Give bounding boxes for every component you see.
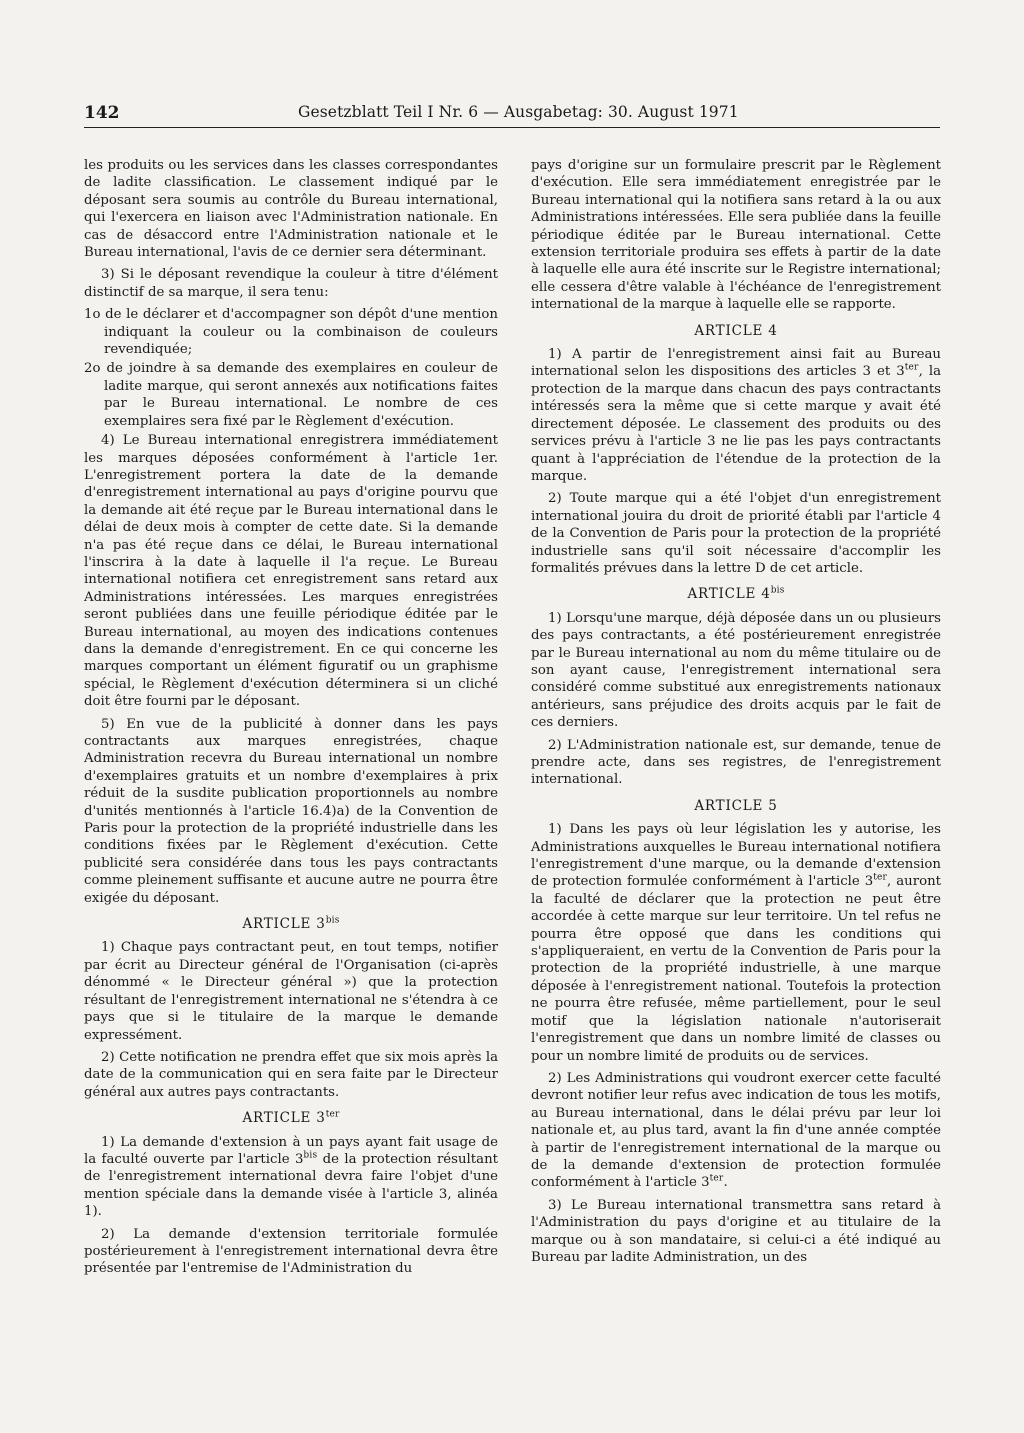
paragraph: 2) La demande d'extension territoriale formulée postérieurement à l'enregistrement international devra être présentée par l'entremise de l'Administration du	[84, 1226, 498, 1277]
paragraph: 2) L'Administration nationale est, sur demande, tenue de prendre acte, dans ses registres, de l'enregistrement international.	[531, 737, 941, 788]
article-heading: ARTICLE $3^{ter}$	[242, 1109, 340, 1127]
paragraph: 1) A partir de l'enregistrement ainsi fait au Bureau international selon les dispositions des articles 3 et $3^{ter}$, la protection de la marque dans chacun des pays contractants intéressés sera la même que si cette marque y avait été directement déposée. Le classement des produits ou des services prévu à l'article 3 ne lie pas les pays contractants quant à l'appréciation de l'étendue de la protection de la marque.	[531, 347, 941, 484]
article-heading: ARTICLE 5	[694, 797, 778, 814]
page-number: 142	[84, 103, 120, 123]
paragraph: les produits ou les services dans les classes correspondantes de ladite classification. Le classement indiqué par le déposant sera soumis au contrôle du Bureau international, qui l'exercera en liaison avec l'Administration nationale. En cas de désaccord entre l'Administration nationale et le Bureau international, l'avis de ce dernier sera déterminant.	[84, 158, 498, 261]
list-item: 2o de joindre à sa demande des exemplaires en couleur de ladite marque, qui seront annexés aux notifications faites par le Bureau international. Le nombre de ces exemplaires sera fixé par le Règlement d'exécution.	[84, 361, 498, 429]
paragraph: 3) Le Bureau international transmettra sans retard à l'Administration du pays d'origine et au titulaire de la marque ou à son mandataire, si celui-ci a été indiqué au Bureau par ladite Administration, un des	[531, 1197, 941, 1265]
article-heading: ARTICLE $3^{bis}$	[242, 915, 340, 933]
paragraph: pays d'origine sur un formulaire prescrit par le Règlement d'exécution. Elle sera immédiatement enregistrée par le Bureau international qui la notifiera sans retard à la ou aux Administrations intéressées. Elle sera publiée dans la feuille périodique éditée par le Bureau international. Cette extension territoriale produira ses effets à partir de la date à laquelle elle aura été inscrite sur le Registre international; elle cessera d'être valable à l'échéance de l'enregistrement international de la marque à laquelle elle se rapporte.	[531, 158, 941, 313]
paragraph: 1) Lorsqu'une marque, déjà déposée dans un ou plusieurs des pays contractants, a été postérieurement enregistrée par le Bureau international au nom du même titulaire ou de son ayant cause, l'enregistrement international sera considéré comme substitué aux enregistrements nationaux antérieurs, sans préjudice des droits acquis par le fait de ces derniers.	[531, 610, 941, 731]
paragraph: 3) Si le déposant revendique la couleur à titre d'élément distinctif de sa marque, il sera tenu:	[84, 267, 498, 300]
paragraph: 2) Toute marque qui a été l'objet d'un enregistrement international jouira du droit de priorité établi par l'article 4 de la Convention de Paris pour la protection de la propriété industrielle sans qu'il soit nécessaire d'accomplir les formalités prévues dans la lettre D de cet article.	[531, 491, 941, 576]
article-heading: ARTICLE $4^{bis}$	[687, 585, 785, 603]
paragraph: 1) La demande d'extension à un pays ayant fait usage de la faculté ouverte par l'article $3^{bis}$ de la protection résultant de l'enregistrement international devra faire l'objet d'une mention spéciale dans la demande visée à l'article 3, alinéa 1).	[84, 1134, 498, 1220]
list-item: 1o de le déclarer et d'accompagner son dépôt d'une mention indiquant la couleur ou la combinaison de couleurs revendiquée;	[84, 307, 498, 358]
running-title: Gesetzblatt Teil I Nr. 6 — Ausgabetag: 30. August 1971	[298, 103, 739, 121]
paragraph: 2) Les Administrations qui voudront exercer cette faculté devront notifier leur refus avec indication de tous les motifs, au Bureau international, dans le délai prévu par leur loi nationale et, au plus tard, avant la fin d'une année comptée à partir de l'enregistrement international de la marque ou de la demande d'extension de protection formulée conformément à l'article $3^{ter}$.	[531, 1070, 941, 1191]
paragraph: 1) Chaque pays contractant peut, en tout temps, notifier par écrit au Directeur général de l'Organisation (ci-après dénommé « le Directeur général ») que la protection résultant de l'enregistrement international ne s'étendra à ce pays que si le titulaire de la marque le demande expressément.	[84, 940, 498, 1043]
paragraph: 4) Le Bureau international enregistrera immédiatement les marques déposées conformément à l'article 1er. L'enregistrement portera la date de la demande d'enregistrement international au pays d'origine pourvu que la demande ait été reçue par le Bureau international dans le délai de deux mois à compter de cette date. Si la demande n'a pas été reçue dans ce délai, le Bureau international l'inscrira à la date à laquelle il l'a reçue. Le Bureau international notifiera cet enregistrement sans retard aux Administrations intéressées. Les marques enregistrées seront publiées dans une feuille périodique éditée par le Bureau international, au moyen des indications contenues dans la demande d'enregistrement. En ce qui concerne les marques comportant un élément figuratif ou un graphisme spécial, le Règlement d'exécution déterminera si un cliché doit être fourni par le déposant.	[84, 433, 498, 710]
paragraph: 1) Dans les pays où leur législation les y autorise, les Administrations auxquelles le Bureau international notifiera l'enregistrement d'une marque, ou la demande d'extension de protection formulée conformément à l'article $3^{ter}$, auront la faculté de déclarer que la protection ne peut être accordée à cette marque sur leur territoire. Un tel refus ne pourra être opposé que dans les conditions qui s'appliqueraient, en vertu de la Convention de Paris pour la protection de la propriété industrielle, à une marque déposée à l'enregistrement national. Toutefois la protection ne pourra être refusée, même partiellement, pour le seul motif que la législation nationale n'autoriserait l'enregistrement que dans un nombre limité de classes ou pour un nombre limité de produits ou de services.	[531, 822, 941, 1064]
paragraph: 2) Cette notification ne prendra effet que six mois après la date de la communication qui en sera faite par le Directeur général aux autres pays contractants.	[84, 1049, 498, 1100]
article-heading: ARTICLE 4	[694, 322, 778, 339]
right-column	[531, 157, 941, 1271]
paragraph: 5) En vue de la publicité à donner dans les pays contractants aux marques enregistrées, chaque Administration recevra du Bureau international un nombre d'exemplaires gratuits et un nombre d'exemplaires à prix réduit de la susdite publication proportionnels au nombre d'unités mentionnés à l'article 16.4)a) de la Convention de Paris pour la protection de la propriété industrielle dans les conditions fixées par le Règlement d'exécution. Cette publicité sera considérée dans tous les pays contractants comme pleinement suffisante et aucune autre ne pourra être exigée du déposant.	[84, 716, 498, 906]
page-header	[84, 103, 940, 129]
header-rule	[84, 127, 940, 128]
left-column	[84, 157, 498, 1283]
